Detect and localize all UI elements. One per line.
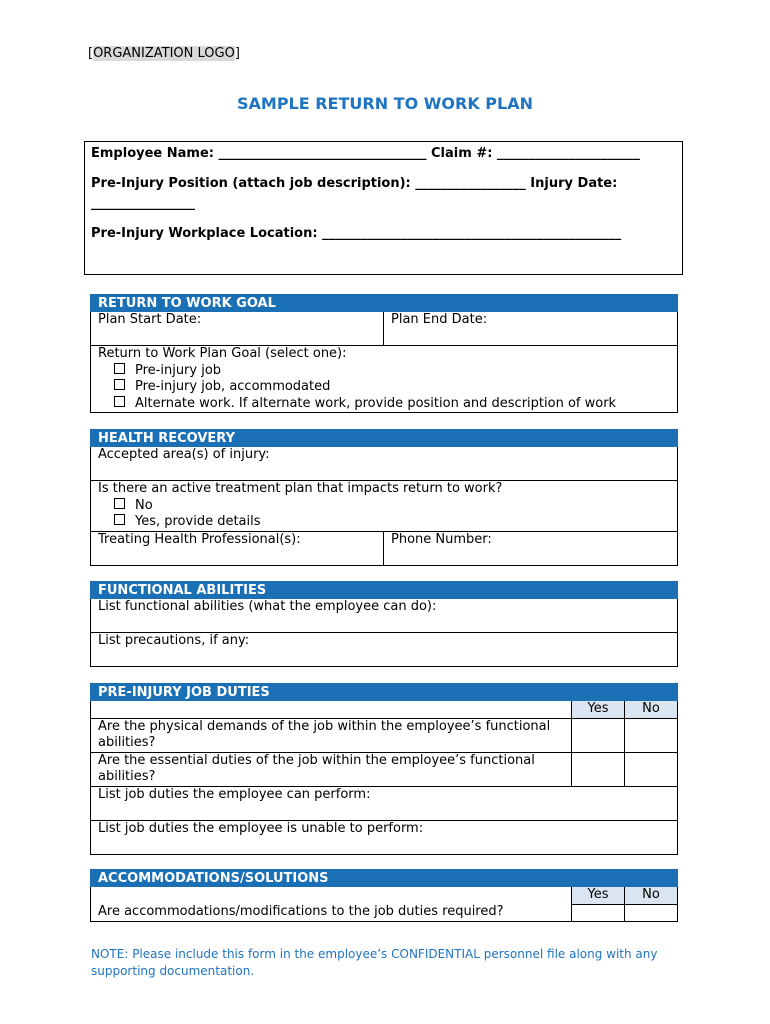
functional-abilities-field[interactable]: List functional abilities (what the employee can do):: [91, 599, 678, 633]
return-to-work-goal-section: [90, 294, 678, 413]
accommodations-question: Are accommodations/modifications to the job duties required?: [91, 904, 572, 921]
section-header: ACCOMMODATIONS/SOLUTIONS: [91, 870, 678, 887]
checkbox-icon[interactable]: [114, 498, 125, 509]
organization-logo-placeholder: [ORGANIZATION LOGO]: [88, 46, 240, 61]
duties-cannot-perform-field[interactable]: List job duties the employee is unable to perform:: [91, 820, 678, 854]
physical-demands-yes-cell[interactable]: [572, 718, 625, 752]
section-header: PRE-INJURY JOB DUTIES: [91, 684, 678, 701]
functional-abilities-section: [90, 581, 678, 667]
goal-select-cell: [91, 346, 678, 413]
logo-text: ORGANIZATION LOGO: [93, 46, 235, 61]
goal-option-accommodated[interactable]: Pre-injury job, accommodated: [114, 379, 330, 396]
checkbox-icon[interactable]: [114, 379, 125, 390]
treatment-plan-cell: [91, 481, 678, 532]
checkbox-icon[interactable]: [114, 363, 125, 374]
pre-injury-job-duties-section: [90, 683, 678, 855]
accommodations-yes-cell[interactable]: [572, 904, 625, 921]
goal-label: Return to Work Plan Goal (select one):: [98, 346, 347, 361]
yes-column-header: Yes: [572, 701, 625, 719]
yes-no-spacer: [91, 701, 572, 719]
goal-option-preinjury[interactable]: Pre-injury job: [114, 363, 221, 380]
position-injury-date-field[interactable]: Pre-Injury Position (attach job description): _________________ Injury Date: ________________: [91, 176, 618, 211]
phone-number-field[interactable]: Phone Number:: [384, 531, 678, 565]
plan-end-date-field[interactable]: Plan End Date:: [384, 312, 678, 346]
accommodations-no-cell[interactable]: [625, 904, 678, 921]
treatment-option-no[interactable]: No: [114, 498, 153, 515]
checkbox-icon[interactable]: [114, 514, 125, 525]
yes-no-spacer: [91, 887, 572, 905]
checkbox-icon[interactable]: [114, 396, 125, 407]
health-recovery-section: [90, 429, 678, 566]
accommodations-section: [90, 869, 678, 922]
accepted-areas-field[interactable]: Accepted area(s) of injury:: [91, 447, 678, 481]
physical-demands-no-cell[interactable]: [625, 718, 678, 752]
section-header: FUNCTIONAL ABILITIES: [91, 582, 678, 599]
duties-can-perform-field[interactable]: List job duties the employee can perform:: [91, 786, 678, 820]
page-title: SAMPLE RETURN TO WORK PLAN: [236, 94, 533, 113]
physical-demands-question: Are the physical demands of the job within the employee’s functional abilities?: [91, 718, 572, 752]
essential-duties-no-cell[interactable]: [625, 752, 678, 786]
no-column-header: No: [625, 887, 678, 905]
goal-option-alternate[interactable]: Alternate work. If alternate work, provide position and description of work: [114, 396, 616, 413]
plan-start-date-field[interactable]: Plan Start Date:: [91, 312, 384, 346]
essential-duties-question: Are the essential duties of the job within the employee’s functional abilities?: [91, 752, 572, 786]
section-header: HEALTH RECOVERY: [91, 430, 678, 447]
workplace-location-field[interactable]: Pre-Injury Workplace Location: ______________________________________________: [91, 226, 622, 241]
health-professional-field[interactable]: Treating Health Professional(s):: [91, 531, 384, 565]
employee-info-box: [84, 141, 683, 275]
yes-column-header: Yes: [572, 887, 625, 905]
essential-duties-yes-cell[interactable]: [572, 752, 625, 786]
treatment-option-yes[interactable]: Yes, provide details: [114, 514, 261, 531]
treatment-question: Is there an active treatment plan that impacts return to work?: [98, 481, 503, 496]
no-column-header: No: [625, 701, 678, 719]
precautions-field[interactable]: List precautions, if any:: [91, 633, 678, 667]
employee-name-claim-field[interactable]: Employee Name: ________________________________ Claim #: ______________________: [91, 146, 640, 161]
confidential-note: NOTE: Please include this form in the employee’s CONFIDENTIAL personnel file along with any supporting documentation.: [91, 947, 658, 978]
section-header: RETURN TO WORK GOAL: [91, 295, 678, 312]
